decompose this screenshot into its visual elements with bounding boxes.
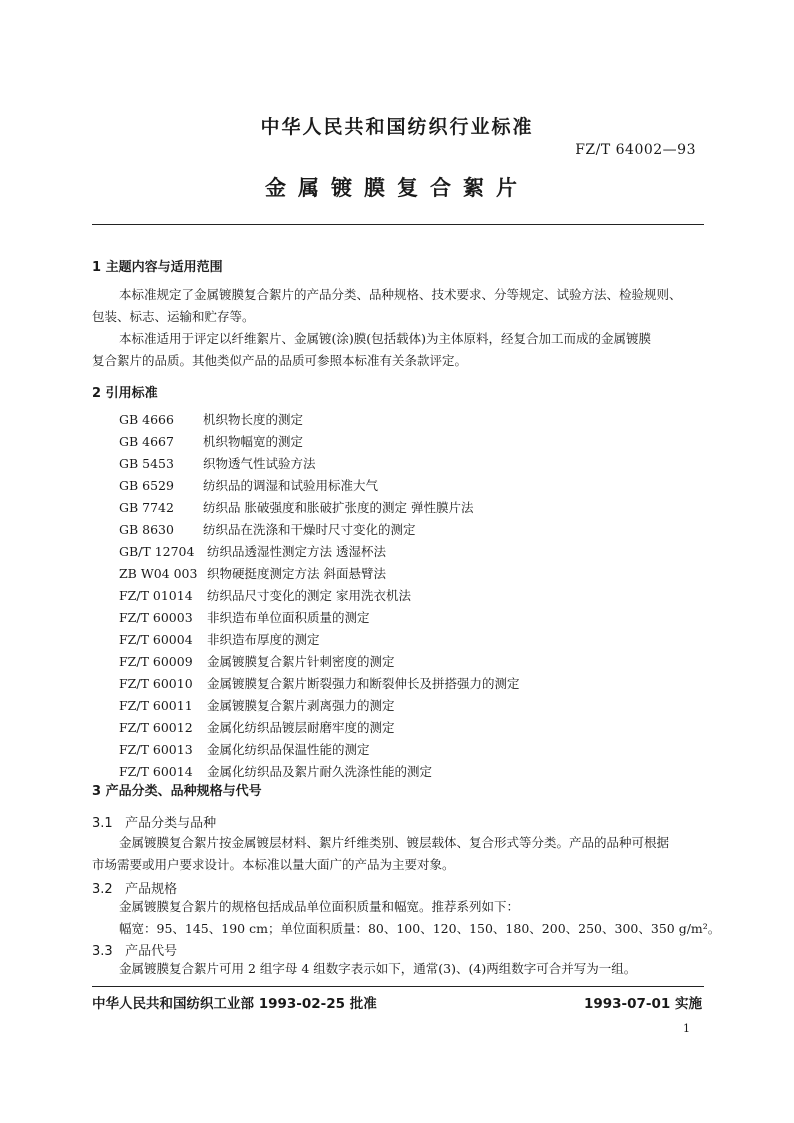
section-1-para-2-line-1: 本标准适用于评定以纤维絮片、金属镀(涂)膜(包括载体)为主体原料，经复合加工而成的金属镀膜 — [119, 331, 652, 346]
subsection-3-2-line-1: 金属镀膜复合絮片的规格包括成品单位面积质量和幅宽。推荐系列如下： — [119, 899, 520, 914]
reference-code: GB 6529 — [119, 478, 174, 493]
reference-code: FZ/T 60014 — [119, 764, 193, 779]
subsection-number: 3.3 — [92, 944, 113, 959]
reference-title: 非织造布单位面积质量的测定 — [207, 610, 370, 625]
reference-item — [119, 739, 520, 761]
reference-title: 金属镀膜复合絮片剥离强力的测定 — [207, 698, 395, 713]
document-title: 金属镀膜复合絮片 — [265, 176, 529, 200]
reference-code: ZB W04 003 — [119, 566, 198, 581]
reference-title: 纺织品 胀破强度和胀破扩张度的测定 弹性膜片法 — [203, 500, 474, 515]
subsection-3-1-heading — [92, 812, 216, 831]
reference-title: 纺织品尺寸变化的测定 家用洗衣机法 — [207, 588, 411, 603]
org-title: 中华人民共和国纺织行业标准 — [260, 116, 534, 138]
reference-code: GB 4667 — [119, 434, 174, 449]
reference-title: 机织物幅宽的测定 — [203, 434, 304, 449]
reference-item — [119, 629, 520, 651]
reference-item — [119, 695, 520, 717]
reference-item — [119, 585, 520, 607]
standard-code: FZ/T 64002—93 — [575, 142, 696, 158]
reference-item — [119, 717, 520, 739]
reference-code: FZ/T 60013 — [119, 742, 193, 757]
section-1-para-2-line-2: 复合絮片的品质。其他类似产品的品质可参照本标准有关条款评定。 — [92, 353, 468, 368]
section-2-heading: 2 引用标准 — [92, 386, 158, 401]
reference-list — [119, 409, 520, 783]
reference-item — [119, 431, 520, 453]
reference-title: 织物透气性试验方法 — [203, 456, 316, 471]
subsection-title: 产品代号 — [125, 944, 178, 959]
subsection-3-3-line-1: 金属镀膜复合絮片可用 2 组字母 4 组数字表示如下，通常(3)、(4)两组数字可合并写为一组。 — [119, 961, 637, 976]
issuer-approval: 中华人民共和国纺织工业部 1993-02-25 批准 — [92, 996, 377, 1012]
reference-title: 非织造布厚度的测定 — [207, 632, 320, 647]
subsection-3-1-line-1: 金属镀膜复合絮片按金属镀层材料、絮片纤维类别、镀层载体、复合形式等分类。产品的品种可根据 — [119, 835, 670, 850]
subsection-title: 产品分类与品种 — [125, 816, 217, 831]
reference-code: GB 8630 — [119, 522, 174, 537]
section-1-heading: 1 主题内容与适用范围 — [92, 260, 223, 275]
reference-title: 金属化纺织品及絮片耐久洗涤性能的测定 — [207, 764, 433, 779]
effective-date: 1993-07-01 实施 — [583, 996, 702, 1012]
reference-code: FZ/T 60012 — [119, 720, 193, 735]
reference-title: 金属化纺织品镀层耐磨牢度的测定 — [207, 720, 395, 735]
reference-title: 金属镀膜复合絮片断裂强力和断裂伸长及拼搭强力的测定 — [207, 676, 520, 691]
reference-code: FZ/T 60010 — [119, 676, 193, 691]
reference-item — [119, 519, 520, 541]
reference-title: 金属化纺织品保温性能的测定 — [207, 742, 370, 757]
reference-item — [119, 453, 520, 475]
reference-code: GB/T 12704 — [119, 544, 195, 559]
reference-code: FZ/T 60011 — [119, 698, 193, 713]
footer-divider — [92, 986, 704, 987]
reference-item — [119, 673, 520, 695]
section-1-para-1-line-2: 包装、标志、运输和贮存等。 — [92, 309, 255, 324]
reference-title: 纺织品的调湿和试验用标准大气 — [203, 478, 379, 493]
reference-title: 机织物长度的测定 — [203, 412, 304, 427]
reference-code: FZ/T 01014 — [119, 588, 193, 603]
reference-code: FZ/T 60004 — [119, 632, 193, 647]
reference-item — [119, 541, 520, 563]
reference-title: 纺织品在洗涤和干燥时尺寸变化的测定 — [203, 522, 416, 537]
section-3-heading: 3 产品分类、品种规格与代号 — [92, 784, 262, 799]
reference-code: GB 4666 — [119, 412, 174, 427]
subsection-number: 3.1 — [92, 816, 113, 831]
subsection-3-1-line-2: 市场需要或用户要求设计。本标准以量大面广的产品为主要对象。 — [92, 857, 455, 872]
header-divider — [92, 224, 704, 225]
section-1-para-1-line-1: 本标准规定了金属镀膜复合絮片的产品分类、品种规格、技术要求、分等规定、试验方法、检验规则、 — [119, 287, 682, 302]
reference-code: FZ/T 60009 — [119, 654, 193, 669]
subsection-3-2-line-2: 幅宽：95、145、190 cm；单位面积质量：80、100、120、150、180、200、250、300、350 g/m²。 — [119, 921, 721, 936]
subsection-number: 3.2 — [92, 882, 113, 897]
reference-title: 织物硬挺度测定方法 斜面悬臂法 — [207, 566, 386, 581]
reference-code: FZ/T 60003 — [119, 610, 193, 625]
subsection-title: 产品规格 — [125, 882, 178, 897]
subsection-3-3-heading — [92, 940, 177, 959]
reference-code: GB 7742 — [119, 500, 174, 515]
reference-title: 纺织品透湿性测定方法 透湿杯法 — [207, 544, 386, 559]
reference-item — [119, 607, 520, 629]
reference-item — [119, 409, 520, 431]
subsection-3-2-heading — [92, 878, 177, 897]
reference-code: GB 5453 — [119, 456, 174, 471]
page-number: 1 — [683, 1022, 690, 1035]
reference-item — [119, 475, 520, 497]
reference-item — [119, 651, 520, 673]
reference-item — [119, 497, 520, 519]
reference-item — [119, 563, 520, 585]
reference-title: 金属镀膜复合絮片针刺密度的测定 — [207, 654, 395, 669]
